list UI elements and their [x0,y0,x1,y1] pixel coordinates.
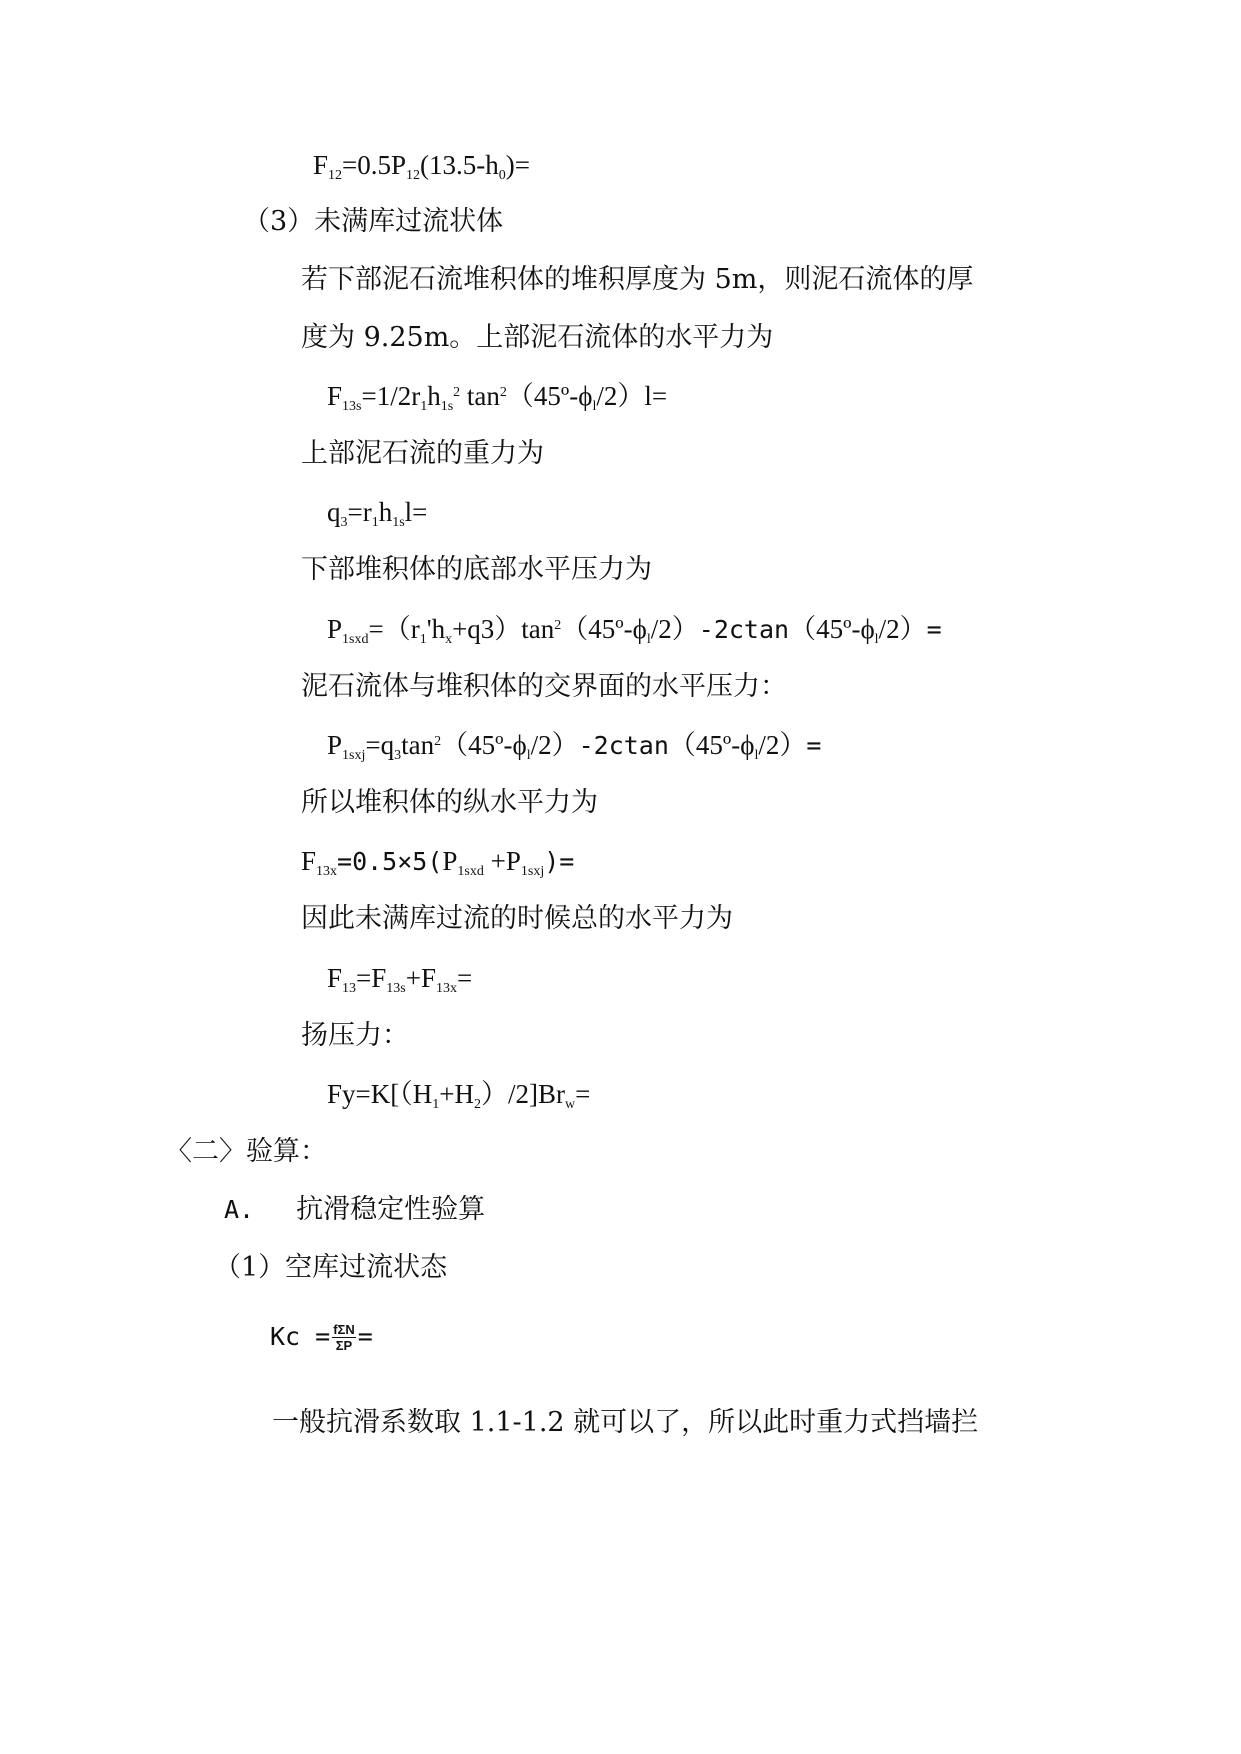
formula-f13: $F_{13}=F_{13s}+F_{13x}=$ [327,963,473,996]
formula-p1sxj: $P_{1sxj}=q_3\tan^2(45º-\phi_l/2)-2ctan(45º-\phi_l/2)=$ [327,730,822,763]
paragraph-line-6: 所以堆积体的纵水平力为 [301,787,598,818]
paragraph-line-2: 度为 9.25m。上部泥石流体的水平力为 [301,322,774,353]
section-1-title: （1）空库过流状态 [214,1252,448,1283]
paragraph-line-7: 因此未满库过流的时候总的水平力为 [301,903,733,934]
section-a-title: A. 抗滑稳定性验算 [224,1194,486,1225]
kc-fraction: $\frac{\text{fΣN}}{\Sigma P}$ [333,1322,355,1353]
formula-f13x: $F_{13x}=0.5\times 5(P_{1sxd} +P_{1sxj})=$ [301,846,575,879]
paragraph-line-9: 一般抗滑系数取 1.1-1.2 就可以了，所以此时重力式挡墙拦 [272,1407,979,1438]
section-3-title: （3）未满库过流状体 [243,206,504,237]
section-2-title: 〈二〉验算： [165,1136,327,1167]
paragraph-line-4: 下部堆积体的底部水平压力为 [301,554,652,585]
paragraph-line-5: 泥石流体与堆积体的交界面的水平压力： [301,671,787,702]
paragraph-line-3: 上部泥石流的重力为 [301,438,544,469]
formula-f12: $F_{12}=0.5P_{12}(13.5-h_0)=$ [313,150,530,183]
formula-q3: $q_3=r_1h_{1s}l=$ [327,497,428,530]
paragraph-line-1: 若下部泥石流堆积体的堆积厚度为 5m，则泥石流体的厚 [301,264,974,295]
paragraph-line-8: 扬压力： [301,1020,409,1051]
formula-kc: Kc = $\frac{\text{fΣN}}{\Sigma P}$ = [270,1322,373,1353]
formula-f13s: $F_{13s}=1/2r_1h_{1s}^2$ $\tan^2(45º-\phi_l/2)l=$ [327,381,668,414]
formula-fy: $Fy=K[(H_1+H_2)/2]Br_w=$ [327,1079,591,1112]
formula-p1sxd: $P_{1sxd}=(r_1'h_x+q3)\tan^2(45º-\phi_l/2)-2ctan(45º-\phi_l/2)=$ [327,614,942,647]
